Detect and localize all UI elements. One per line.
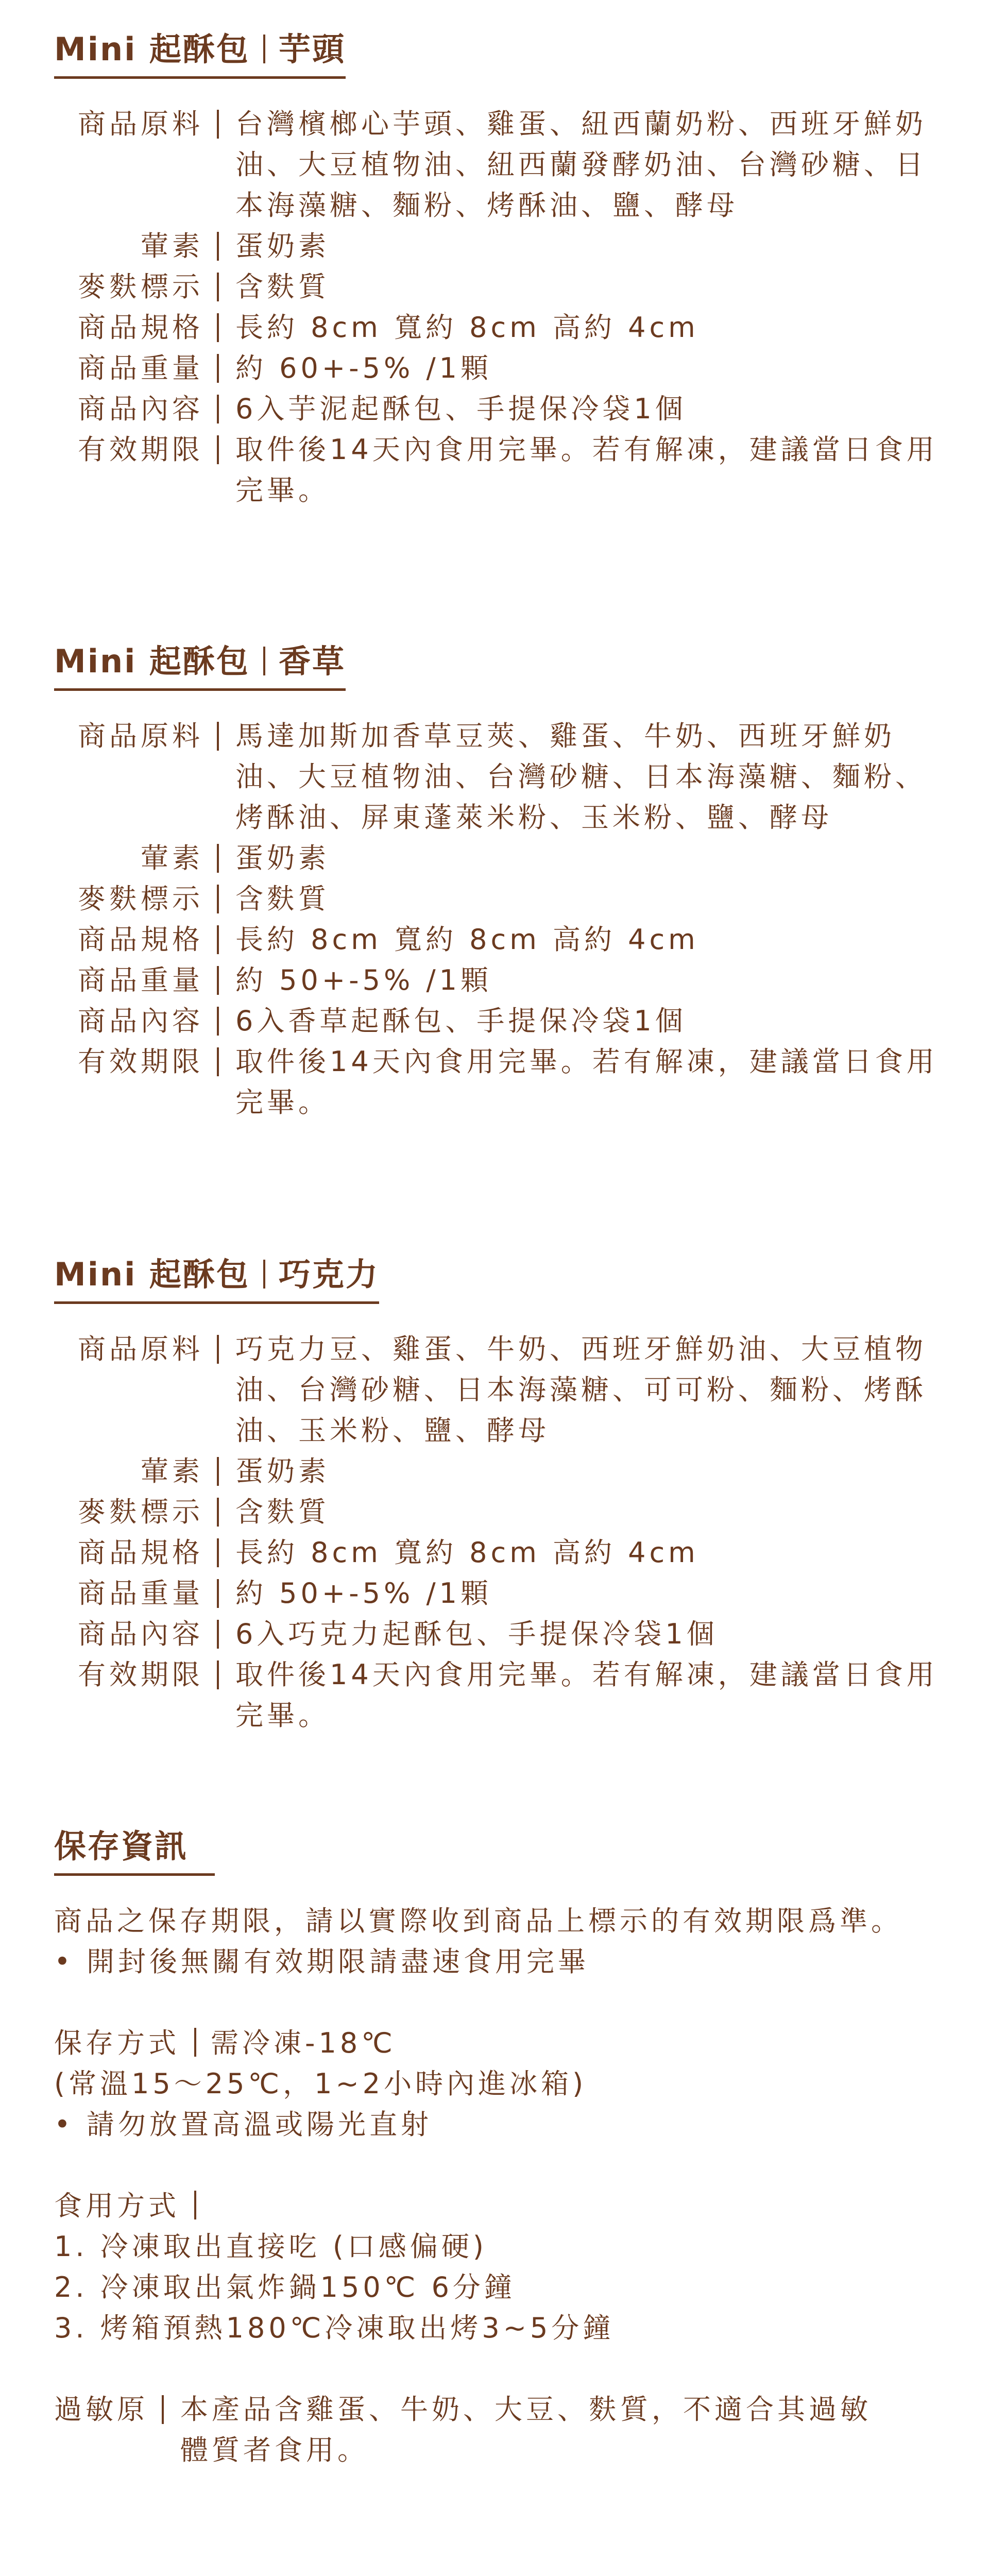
spec-value: 取件後14天內食用完畢。若有解凍，建議當日食用完畢。 [235, 1045, 938, 1119]
label-divider [217, 1335, 219, 1364]
title-divider [263, 35, 265, 63]
spec-row-weight [54, 1573, 940, 1614]
label-divider [217, 925, 219, 954]
spec-value: 6入巧克力起酥包、手提保冷袋1個 [235, 1618, 718, 1651]
spec-value: 長約 8cm 寬約 8cm 高約 4cm [235, 923, 699, 956]
allergen-value: 本產品含雞蛋、牛奶、大豆、麩質，不適合其過敏體質者食用。 [180, 2393, 872, 2467]
spec-label: 商品原料 [78, 1333, 203, 1366]
section-title [54, 1257, 379, 1304]
storage-method-label: 保存方式 [54, 2027, 180, 2060]
spec-value: 約 50+-5% /1顆 [235, 964, 492, 997]
storage-method [54, 2023, 940, 2063]
spec-value: 含麩質 [235, 270, 330, 303]
storage-bullet-open: • 開封後無關有效期限請盡速食用完畢 [54, 1945, 590, 1978]
spec-label: 商品內容 [78, 1005, 203, 1038]
label-divider [217, 966, 219, 995]
label-divider [217, 844, 219, 873]
spec-table [54, 716, 940, 1123]
spec-row-ingredients [54, 1329, 940, 1451]
spacer [54, 2145, 940, 2185]
spec-label: 葷素 [141, 842, 203, 875]
spec-value: 長約 8cm 寬約 8cm 高約 4cm [235, 1536, 699, 1569]
spec-value: 蛋奶素 [235, 230, 330, 263]
label-divider [217, 435, 219, 464]
storage-section [54, 1829, 940, 2470]
spec-label: 葷素 [141, 230, 203, 263]
spec-row-diet [54, 838, 940, 878]
title-main: Mini 起酥包 [54, 30, 250, 68]
spec-value: 取件後14天內食用完畢。若有解凍，建議當日食用完畢。 [235, 1658, 938, 1732]
spec-row-diet [54, 1451, 940, 1492]
usage-step: 2. 冷凍取出氣炸鍋150℃ 6分鐘 [54, 2271, 516, 2304]
label-divider [217, 110, 219, 139]
label-divider [217, 313, 219, 342]
label-divider [217, 1660, 219, 1689]
spec-table [54, 1329, 940, 1736]
storage-content [54, 1901, 940, 2470]
spec-table [54, 104, 940, 511]
label-divider [217, 1007, 219, 1036]
label-divider [217, 395, 219, 423]
spec-value: 台灣檳榔心芋頭、雞蛋、紐西蘭奶粉、西班牙鮮奶油、大豆植物油、紐西蘭發酵奶油、台灣砂糖、日本海藻糖、麵粉、烤酥油、鹽、酵母 [235, 108, 927, 222]
label-divider [217, 885, 219, 913]
spec-row-size [54, 919, 940, 960]
title-flavor: 香草 [278, 642, 346, 680]
spec-value: 約 60+-5% /1顆 [235, 352, 492, 385]
spec-label: 有效期限 [78, 1658, 203, 1691]
title-divider [263, 647, 265, 675]
storage-title: 保存資訊 [54, 1829, 215, 1876]
label-divider [217, 1579, 219, 1608]
spec-value: 馬達加斯加香草豆莢、雞蛋、牛奶、西班牙鮮奶油、大豆植物油、台灣砂糖、日本海藻糖、麵粉、烤酥油、屏東蓬萊米粉、玉米粉、鹽、酵母 [235, 720, 927, 834]
spec-row-expiry [54, 429, 940, 511]
label-divider [217, 1538, 219, 1567]
spec-label: 麥麩標示 [78, 1496, 203, 1529]
allergen-row [54, 2389, 940, 2470]
spec-value: 約 50+-5% /1顆 [235, 1577, 492, 1610]
spec-row-diet [54, 226, 940, 266]
usage-step: 3. 烤箱預熱180℃冷凍取出烤3~5分鐘 [54, 2312, 615, 2345]
spec-value: 蛋奶素 [235, 1455, 330, 1488]
spec-label: 商品重量 [78, 1577, 203, 1610]
spec-row-weight [54, 960, 940, 1001]
spec-value: 長約 8cm 寬約 8cm 高約 4cm [235, 311, 699, 344]
spec-value: 6入芋泥起酥包、手提保冷袋1個 [235, 393, 687, 426]
spec-label: 商品重量 [78, 964, 203, 997]
product-section-vanilla [54, 644, 940, 1123]
label-divider [194, 2191, 196, 2219]
spec-value: 巧克力豆、雞蛋、牛奶、西班牙鮮奶油、大豆植物油、台灣砂糖、日本海藻糖、可可粉、麵粉、烤酥油、玉米粉、鹽、酵母 [235, 1333, 927, 1447]
label-divider [217, 1047, 219, 1076]
label-divider [217, 354, 219, 383]
spec-label: 麥麩標示 [78, 270, 203, 303]
storage-bullet-heat: • 請勿放置高溫或陽光直射 [54, 2108, 433, 2141]
spec-label: 商品規格 [78, 1536, 203, 1569]
label-divider [217, 722, 219, 751]
allergen-label: 過敏原 [54, 2393, 148, 2426]
usage-label: 食用方式 [54, 2190, 180, 2223]
spec-row-size [54, 307, 940, 348]
label-divider [217, 273, 219, 301]
section-title [54, 644, 346, 691]
section-title [54, 32, 346, 79]
spec-row-weight [54, 348, 940, 388]
usage-step: 1. 冷凍取出直接吃 (口感偏硬) [54, 2230, 487, 2263]
storage-method-note: (常溫15～25℃，1~2小時內進冰箱) [54, 2067, 587, 2100]
spec-label: 商品內容 [78, 1618, 203, 1651]
spec-value: 蛋奶素 [235, 842, 330, 875]
spec-label: 商品內容 [78, 393, 203, 426]
storage-method-value: 需冷凍-18℃ [211, 2027, 396, 2060]
label-divider [217, 1457, 219, 1486]
spec-value: 取件後14天內食用完畢。若有解凍，建議當日食用完畢。 [235, 433, 938, 507]
label-divider [194, 2028, 196, 2057]
title-flavor: 芋頭 [278, 30, 346, 68]
spec-row-size [54, 1532, 940, 1573]
storage-intro: 商品之保存期限，請以實際收到商品上標示的有效期限爲準。 [54, 1905, 902, 1938]
spec-label: 有效期限 [78, 1045, 203, 1078]
spec-row-gluten [54, 878, 940, 919]
spec-row-expiry [54, 1654, 940, 1736]
spec-row-expiry [54, 1041, 940, 1123]
spec-label: 葷素 [141, 1455, 203, 1488]
spec-label: 麥麩標示 [78, 883, 203, 916]
spec-row-gluten [54, 266, 940, 307]
spec-row-ingredients [54, 716, 940, 838]
spec-row-contents [54, 388, 940, 429]
label-divider [217, 1498, 219, 1527]
title-main: Mini 起酥包 [54, 642, 250, 680]
spec-row-ingredients [54, 104, 940, 226]
product-section-chocolate [54, 1257, 940, 1736]
usage-heading [54, 2185, 940, 2226]
spec-row-contents [54, 1614, 940, 1654]
label-divider [217, 1620, 219, 1649]
spacer [54, 2348, 940, 2389]
spec-value: 6入香草起酥包、手提保冷袋1個 [235, 1005, 687, 1038]
spec-label: 商品規格 [78, 311, 203, 344]
title-divider [263, 1260, 265, 1289]
spacer [54, 1982, 940, 2023]
spec-label: 有效期限 [78, 433, 203, 466]
spec-label: 商品重量 [78, 352, 203, 385]
spec-label: 商品原料 [78, 720, 203, 753]
spec-label: 商品規格 [78, 923, 203, 956]
title-main: Mini 起酥包 [54, 1256, 250, 1293]
spec-value: 含麩質 [235, 883, 330, 916]
spec-value: 含麩質 [235, 1496, 330, 1529]
spec-row-gluten [54, 1492, 940, 1532]
title-flavor: 巧克力 [278, 1256, 379, 1293]
product-section-taro [54, 32, 940, 511]
label-divider [162, 2395, 164, 2424]
spec-row-contents [54, 1001, 940, 1041]
label-divider [217, 232, 219, 261]
spec-label: 商品原料 [78, 108, 203, 141]
